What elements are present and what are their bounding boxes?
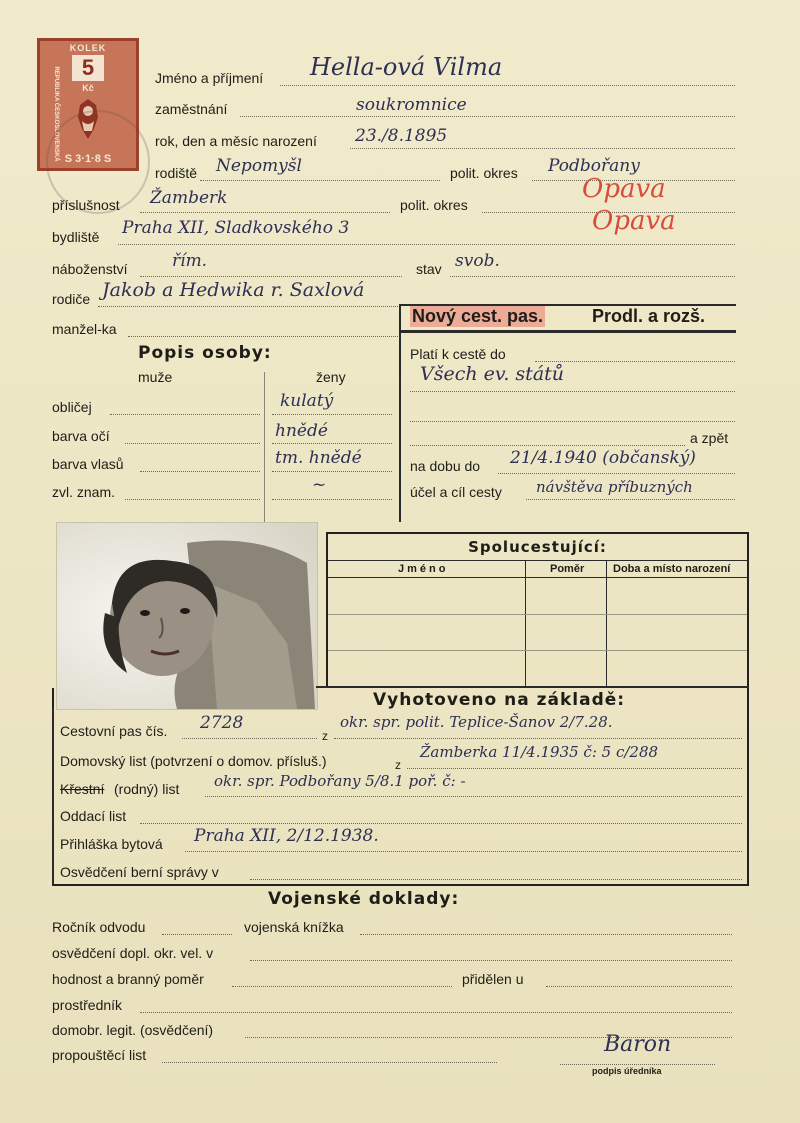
companions-col-name: Jméno bbox=[398, 563, 449, 575]
tax-cert-label: Osvědčení berní správy v bbox=[60, 864, 219, 880]
military-book-label: vojenská knížka bbox=[244, 919, 344, 935]
home-cert-value: Žamberka 11/4.1935 č: 5 c/288 bbox=[420, 743, 659, 761]
home-cert-label: Domovský list (potvrzení o domov. přísluš.) bbox=[60, 753, 327, 769]
district2-red-value: Opava bbox=[582, 174, 666, 204]
middleman-line bbox=[140, 1012, 732, 1013]
stamp-value: 5 bbox=[72, 55, 104, 81]
stamp-bottom-text: S 3·1·8 S bbox=[64, 153, 112, 165]
occupation-line bbox=[240, 116, 735, 117]
extension-label: Prodl. a rozš. bbox=[592, 306, 706, 326]
rank-line bbox=[232, 986, 452, 987]
hair-line-male bbox=[140, 471, 260, 472]
purpose-value: návštěva příbuzných bbox=[536, 478, 693, 496]
stamp-unit: Kč bbox=[82, 83, 94, 93]
eyes-line-male bbox=[125, 443, 260, 444]
status-line bbox=[450, 276, 735, 277]
passport-number-value: 2728 bbox=[200, 713, 244, 733]
purpose-line bbox=[526, 499, 735, 500]
passport-number-label: Cestovní pas čís. bbox=[60, 723, 168, 739]
eyes-value: hnědé bbox=[275, 421, 328, 441]
name-label: Jméno a příjmení bbox=[155, 70, 264, 86]
companions-row-1 bbox=[328, 614, 747, 615]
name-line bbox=[280, 85, 735, 86]
citizenship-label: příslušnost bbox=[52, 197, 120, 213]
draft-year-label: Ročník odvodu bbox=[52, 919, 146, 935]
residence-line bbox=[118, 244, 735, 245]
companions-col-birth: Doba a místo narození bbox=[613, 563, 731, 575]
marks-value: ~ bbox=[312, 475, 327, 495]
birthplace-value: Nepomyšl bbox=[216, 156, 302, 176]
registration-label: Přihláška bytová bbox=[60, 836, 163, 852]
marks-line-female bbox=[272, 499, 392, 500]
signature-line bbox=[560, 1064, 715, 1065]
valid-line bbox=[535, 361, 735, 362]
citizenship-line bbox=[140, 212, 390, 213]
assigned-label: přidělen u bbox=[462, 971, 524, 987]
birthplace-line bbox=[200, 180, 440, 181]
residence-label: bydliště bbox=[52, 229, 100, 245]
parents-label: rodiče bbox=[52, 291, 91, 307]
military-title: Vojenské doklady: bbox=[268, 889, 460, 909]
return-line bbox=[410, 445, 685, 446]
hair-line-female bbox=[272, 471, 392, 472]
signature-label: podpis úředníka bbox=[592, 1066, 662, 1076]
district2-label: polit. okres bbox=[400, 197, 468, 213]
religion-line bbox=[140, 276, 402, 277]
passport-from-label: z bbox=[322, 729, 328, 743]
occupation-value: soukromnice bbox=[356, 95, 467, 115]
eyes-label: barva očí bbox=[52, 428, 110, 444]
name-value: Hella-ová Vilma bbox=[310, 53, 503, 81]
parents-value: Jakob a Hedwika r. Saxlová bbox=[102, 279, 365, 301]
legion-label: domobr. legit. (osvědčení) bbox=[52, 1022, 214, 1038]
applicant-photo bbox=[56, 522, 318, 710]
companions-table bbox=[326, 532, 749, 688]
marks-line-male bbox=[125, 499, 260, 500]
home-cert-line bbox=[407, 768, 742, 769]
valid-line-3 bbox=[410, 421, 735, 422]
issued-left-rule bbox=[52, 708, 54, 886]
home-from-label: z bbox=[395, 758, 401, 772]
passport-box-left-rule bbox=[399, 304, 401, 522]
discharge-label: propouštěcí list bbox=[52, 1047, 147, 1063]
hair-label: barva vlasů bbox=[52, 456, 124, 472]
parents-line bbox=[98, 306, 398, 307]
return-label: a zpět bbox=[690, 430, 729, 446]
period-value: 21/4.1940 (občanský) bbox=[510, 448, 696, 468]
residence-value: Praha XII, Sladkovského 3 bbox=[122, 218, 350, 238]
district-cert-label: osvědčení dopl. okr. vel. v bbox=[52, 945, 214, 961]
assigned-line bbox=[546, 986, 732, 987]
passport-number-line bbox=[182, 738, 317, 739]
description-divider bbox=[264, 372, 265, 522]
birthcert-strike: Křestní bbox=[60, 781, 105, 797]
passport-from-line bbox=[334, 738, 742, 739]
valid-value: Všech ev. států bbox=[420, 363, 565, 385]
district-cert-line bbox=[250, 960, 732, 961]
birthcert-value: okr. spr. Podbořany 5/8.1 poř. č: - bbox=[214, 772, 466, 790]
passport-box-header-rule bbox=[399, 330, 736, 333]
occupation-label: zaměstnání bbox=[155, 101, 228, 117]
status-label: stav bbox=[416, 261, 442, 277]
stamp-side-text: REPUBLIKA ČESKOSLOVENSKÁ bbox=[53, 66, 59, 162]
portrait-photo-icon bbox=[57, 523, 317, 709]
residence-red-value: Opava bbox=[592, 206, 676, 236]
status-value: svob. bbox=[455, 251, 500, 271]
face-line-female bbox=[272, 414, 392, 415]
draft-year-line bbox=[162, 934, 232, 935]
period-line bbox=[498, 473, 735, 474]
description-title: Popis osoby: bbox=[138, 343, 272, 363]
face-value: kulatý bbox=[280, 391, 334, 411]
discharge-line bbox=[162, 1062, 497, 1063]
spouse-line bbox=[128, 336, 398, 337]
rank-label: hodnost a branný poměr bbox=[52, 971, 204, 987]
birth-line bbox=[350, 148, 735, 149]
male-label: muže bbox=[138, 369, 173, 385]
religion-value: řím. bbox=[172, 251, 208, 271]
period-label: na dobu do bbox=[410, 458, 481, 474]
purpose-label: účel a cíl cesty bbox=[410, 484, 502, 500]
military-book-line bbox=[360, 934, 732, 935]
district-label: polit. okres bbox=[450, 165, 518, 181]
companions-header-rule bbox=[328, 560, 747, 561]
issued-top-rule bbox=[316, 686, 749, 688]
companions-vrule-2 bbox=[606, 560, 607, 686]
district-value: Podbořany bbox=[548, 156, 640, 176]
face-label: obličej bbox=[52, 399, 92, 415]
hair-value: tm. hnědé bbox=[275, 448, 362, 468]
companions-col-rule bbox=[328, 577, 747, 578]
birthcert-line bbox=[205, 796, 742, 797]
female-label: ženy bbox=[316, 369, 346, 385]
middleman-label: prostředník bbox=[52, 997, 123, 1013]
valid-label: Platí k cestě do bbox=[410, 346, 506, 362]
religion-label: náboženství bbox=[52, 261, 128, 277]
issued-title: Vyhotoveno na základě: bbox=[373, 690, 626, 710]
face-line-male bbox=[110, 414, 260, 415]
tax-cert-line bbox=[250, 879, 742, 880]
new-passport-label: Nový cest. pas. bbox=[412, 306, 544, 326]
birthplace-label: rodiště bbox=[155, 165, 198, 181]
companions-title: Spolucestující: bbox=[468, 538, 607, 556]
marriage-label: Oddací list bbox=[60, 808, 127, 824]
eyes-line-female bbox=[272, 443, 392, 444]
stamp-top-text: KOLEK bbox=[69, 43, 107, 53]
registration-line bbox=[185, 851, 742, 852]
marriage-line bbox=[140, 823, 742, 824]
birth-value: 23./8.1895 bbox=[355, 126, 448, 146]
marks-label: zvl. znam. bbox=[52, 484, 116, 500]
spouse-label: manžel-ka bbox=[52, 321, 117, 337]
registration-value: Praha XII, 2/12.1938. bbox=[194, 826, 379, 846]
passport-from-value: okr. spr. polit. Teplice-Šanov 2/7.28. bbox=[340, 713, 613, 731]
birthcert-label: (rodný) list bbox=[114, 781, 180, 797]
companions-row-2 bbox=[328, 650, 747, 651]
valid-line-2 bbox=[410, 391, 735, 392]
official-signature: Baron bbox=[604, 1032, 672, 1057]
citizenship-value: Žamberk bbox=[150, 188, 228, 208]
companions-col-relation: Poměr bbox=[550, 563, 585, 575]
birth-label: rok, den a měsíc narození bbox=[155, 133, 317, 149]
companions-vrule-1 bbox=[525, 560, 526, 686]
